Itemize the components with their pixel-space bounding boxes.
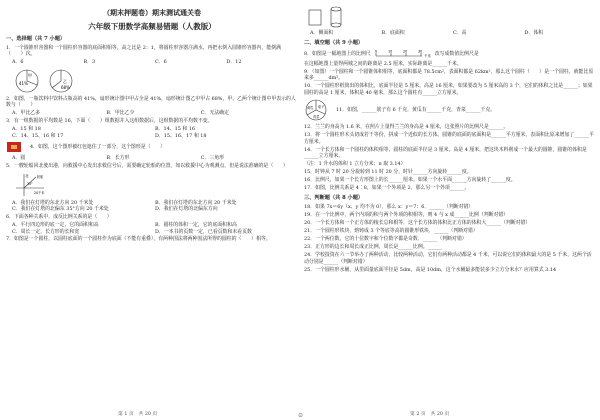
pie-label: 青菜 [313,115,320,120]
bottle-pie-figure [14,68,40,94]
question-1-options [12,59,298,65]
red-envelope-icon [6,141,22,153]
center-mark: ⊙ [298,412,304,419]
exam-series-title: （期末押题卷）期末测试通关卷 [103,8,201,17]
compass-ship-label: 轮船 [37,174,44,179]
option: B．长方形 [106,155,130,162]
cylinder-figure [330,6,342,28]
pie-figure-yi [48,68,74,94]
option: A．侧面积 [310,30,334,36]
option: C．6 [155,59,167,66]
option: C．三角形 [200,155,225,162]
option: D．一本书的页数一定，已看页数和未看页数 [155,228,252,235]
question-7: 7．如图是一个圆柱，以圆柱底面的一个圆柱作为底面（不能有重叠），有两种围法将两种围法所得的圆柱的（ ）相等。 [6,236,271,243]
question-2-options [12,110,298,116]
scale-unit-label: 千米 [423,54,431,59]
option: B．14、15 和 16 [155,126,196,133]
scale-tick-label: 20 [402,49,408,54]
pie-label: 茄子 [318,105,325,110]
compass-north-label: 北 [25,173,29,178]
pie-label-jia: 甲 [28,72,32,78]
question-12: 12．兰兰的身高为 1.6 米，在照片上量得兰兰的身高是 4 厘米，这张照片的比例尺是______。 [304,124,509,131]
question-9: 9．（如图）一个圆柱和一个圆锥体积相等，底面积都是 78.5cm²，表面积都是 62km²，那么这个圆柱（ ）是一个圆柱，就能比原来多______dm²。 [304,68,594,82]
option: C．无法确定 [200,110,229,117]
pie-label: 黄瓜 [307,106,314,111]
option: C．我们在灯塔的北偏东 35°方向 20 千米处 [12,206,109,213]
option: A．6 [12,59,24,66]
option: A．15 和 18 [12,126,41,133]
option: B．圆柱的体积一定，它的底面积和高 [155,222,237,229]
pie-label-pct2: 68% [61,84,70,90]
question-4: 4．如图，这个图形被红包遮住了一部分，这个图形是（ ） [30,143,166,150]
question-5: 5．一艘轮船回北驶出港，向救援中心发出求救信号后，需要确定轮船的位置，如以救援中心为观测点，但是说法准确的是（ ） [6,163,288,170]
question-1: 1．一个圆锥形容器和一个圆柱形容器的底面积相等，高之比是 2：1，将圆柱形容器注满水，再把水倒入圆锥形容器内，能倒满（ ）次。 [6,44,281,58]
question-8-tail: 在这幅地图上量得两城之间的距离是 2.5 厘米，实际距离是______千米。 [304,60,462,67]
page-footer-left: 第 1 页 共 20 页 [118,412,158,417]
page-footer-right: 第 2 页 共 20 页 [410,412,450,417]
pie-label-yi: 乙 [63,78,67,84]
question-11-row [304,98,596,122]
question-14: 14．一个长方体和一个圆柱的体积相等，圆柱的底面半径是 3 厘米，高是 4 厘米，把这块木料削成一个最大的圆锥，圆锥的体积是______立方厘米。 [304,146,587,160]
question-3: 3．有一组数据的平均数是 16，下面（ ）组数据并入这组数据后，这组数据的平均数不变。 [6,118,213,125]
option: D．体积 [524,30,544,36]
question-2: 2．如图，一瓶饮料中饮料占瓶高的 41%，扇形统计图中甲占全是 41%，扇形统计图乙中甲占 68%，甲、乙两个统计图中甲表示的人数与（ ） [6,95,296,109]
question-5-figure-row [14,172,298,198]
scale-tick-label: 30 [417,49,423,54]
cylinder-figures [308,6,596,28]
section-choice: 一、选择题（共 7 小题） [6,36,66,43]
question-22: 22．一个两位数，它的十位数字和个位数字都是奇数．______（判断对错） [304,236,467,243]
question-18: 18．如果 7x＝6y（x、y 均不为 0），那么 x：y＝7：6．______（判断对错） [304,204,474,211]
question-4-options [12,155,298,161]
option: A．甲比乙多 [12,110,40,117]
option: B．底面积 [381,30,405,36]
left-page [6,0,298,406]
question-6-options [12,222,298,235]
option: C．高 [453,30,467,36]
question-3-options [12,126,298,139]
question-4-row [6,141,298,153]
option: D．15、16、17 和 18 [155,132,207,139]
question-8-scale-row [304,49,596,59]
option: A．平行四边形的底一定，它的面积和高 [12,222,99,229]
question-20: 20．一个长方体和一个正方体的棱长总和相等，这个长方体的体积比正方体的体积大______（判断对错） [304,220,531,227]
vegetable-pie-figure [304,98,328,122]
rectangle-paper-figure [308,7,322,27]
question-19: 19．在一个比例中，两个内项的积与两个外项的积相等，则 4 与 x 成______比例（判断对错） [304,212,509,219]
question-21: 21．一个圆柱形铁块，熔铸成 3 个等底等高的圆锥形铁块．______（判断对错） [304,228,478,235]
option: B．3 [83,59,96,66]
option: B．我们在灯塔的东北方向 20 千米处 [155,199,237,206]
question-24: 24．学校投资在六一节举办了两种活动，比较两种活动，它们有两种活动都是 4 千米，可以说它们的体积最大的是 5 千米，这两个活动分别是______（判断对错） [304,252,592,265]
exam-main-title: 六年级下册数学高频易错题（人教版） [88,22,216,32]
question-17: 17．如图，比例关系是 4∶8，如果一个外项是 2，那么另一个外项______。 [304,184,470,191]
option: A．我们在灯塔的东北方向 20 千米处 [12,199,94,206]
scale-bar-figure [374,49,432,59]
compass-angle-label: 35° [27,181,33,186]
right-page [304,0,596,406]
question-16: 16．比例尺，如果一个长方形图上的长______厘米。如果一个水平面______方向旋转了______度。 [304,176,516,183]
question-8-post: 改写成数值比例尺是 [434,51,479,58]
question-23: 23．正方形的边长和周长成正比例，周长是______比例。______ [304,244,443,251]
question-11: 11．如图，______筋子有 6 千克，黄瓜有______千克，青菜______千克。 [336,106,496,113]
question-14-note: （注：1 升水的体积 1 立方分米；π 取 3.14） [304,161,406,168]
scale-tick-label: 10 [387,49,393,54]
question-25: 25．一个圆柱形水桶，从里面量底面半径是 5dm，高是 10dm，这个水桶最多能装多少立方分米水？应用算式 3.14 [304,266,557,273]
question-5-options [12,200,298,213]
option: D．我们在灯塔的北偏东方向 [155,206,218,213]
option: C．14、15、16 和 17 [12,132,64,139]
section-fill: 二、填空题（共 9 小题） [304,40,364,47]
option: A．圆 [12,155,26,162]
compass-figure [14,172,54,198]
compass-distance-label: 20千米 [34,190,45,195]
question-8-prefix: 8．如图是一幅地图上的比例尺 [304,51,371,58]
section-judge: 三、判断题（共 8 小题） [304,195,364,202]
question-13: 13．将一个圆柱形木头切成若干等份，拼成一个近似的长方体。圆锥的底面的底面积是______平方厘米，表面积比原来增加了______平方厘米。 [304,132,594,145]
question-15: 15．时钟从 7 时 20 分旋转到 11 时 20 分，时针______方向旋转______度。 [304,168,472,175]
question-6: 6．下面各种关系中，成反比例关系的是（ ） [6,214,112,221]
question-2-figures [14,68,298,94]
option: C．周长一定，长方形的长和宽 [12,228,80,235]
question-7-options [310,30,596,36]
option: D．12 [226,59,242,66]
pie-label-pct1: 41% [19,80,28,86]
question-10: 10．一个圆柱形纸筒出的体积比，底面半径是 5 厘米，高是 16 厘米，如果要改为 5 厘米高的 3 个，它们的体积之比是______；如果圆柱的高是 1 厘米，体积是 40 毫米，那么这个圆柱有______立方厘米。 [304,83,593,96]
option: B．甲比乙少 [106,110,135,117]
scale-tick-label: 0 [374,49,377,54]
